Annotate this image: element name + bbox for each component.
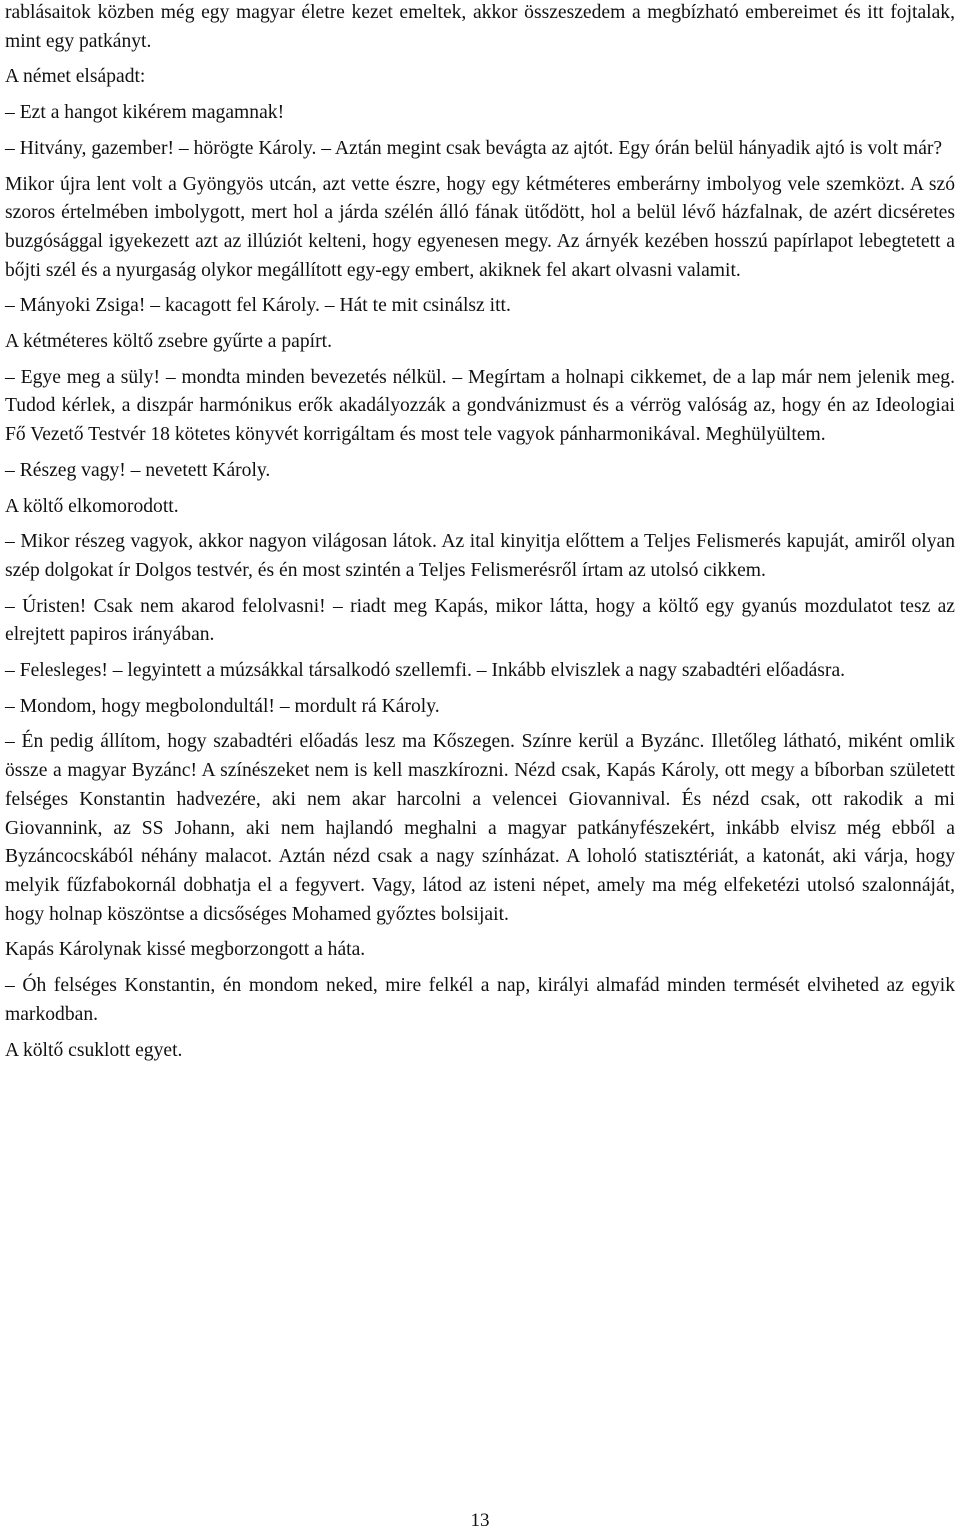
paragraph: A német elsápadt:	[5, 66, 146, 88]
paragraph: A költő csuklott egyet.	[5, 1039, 183, 1061]
paragraph: A költő elkomorodott.	[5, 495, 179, 517]
paragraph: – Úristen! Csak nem akarod felolvasni! – riadt meg Kapás, mikor látta, hogy a költő egy gyanús mozdulatot tesz az elrejtett papiros irányában.	[5, 595, 955, 646]
paragraph: A kétméteres költő zsebre gyűrte a papírt.	[5, 331, 332, 353]
paragraph: – Mikor részeg vagyok, akkor nagyon világosan látok. Az ital kinyitja előttem a Teljes Felismerés kapuját, amiről olyan szép dolgokat ír Dolgos testvér, és én most szintén a Teljes Felismerésről írtam az utolsó cikkem.	[5, 531, 955, 581]
paragraph: – Hitvány, gazember! – hörögte Károly. – Aztán megint csak bevágta az ajtót. Egy órán belül hányadik ajtó is volt már?	[5, 137, 943, 159]
paragraph: – Mányoki Zsiga! – kacagott fel Károly. – Hát te mit csinálsz itt.	[5, 295, 511, 317]
paragraph: – Részeg vagy! – nevetett Károly.	[5, 459, 271, 481]
paragraph: – Óh felséges Konstantin, én mondom neked, mire felkél a nap, királyi almafád minden termését elviheted az egyik markodban.	[5, 975, 955, 1025]
paragraph: – Egye meg a süly! – mondta minden bevezetés nélkül. – Megírtam a holnapi cikkemet, de a lap már nem jelenik meg. Tudod kérlek, a diszpár harmónikus erők akadályozzák a gondvánizmust és a vérrög valóság az, hogy én az Ideologiai Fő Vezető Testvér 18 kötetes könyvét korrigáltam és most tele vagyok pánharmonikával. Meghülyültem.	[5, 366, 955, 446]
paragraph: – Felesleges! – legyintett a múzsákkal társalkodó szellemfi. – Inkább elviszlek a nagy szabadtéri előadásra.	[5, 660, 846, 682]
paragraph: – Mondom, hogy megbolondultál! – mordult rá Károly.	[5, 695, 440, 717]
paragraph: – Ezt a hangot kikérem magamnak!	[5, 102, 285, 124]
paragraph: – Én pedig állítom, hogy szabadtéri előadás lesz ma Kőszegen. Színre kerül a Byzánc. Illetőleg látható, miként omlik össze a magyar Byzánc! A színészeket nem is kell maszkírozni. Nézd csak, Kapás Károly, ott megy a bíborban született felséges Konstantin hadvezére, aki nem akar harcolni a velencei Giovannival. És nézd csak, ott rakodik a mi Giovannink, az SS Johann, aki nem hajlandó meghalni a magyar patkányfészekért, inkább elvisz még ebből a Byzáncocskából néhány malacot. Aztán nézd csak a nagy színházat. A loholó statisztériát, a katonát, aki várja, hogy melyik fűzfabokornál dobhatja el a fegyvert. Vagy, látod az isteni népet, amely ma még elfeketézi utolsó szalonnáját, hogy holnap köszöntse a dicsőséges Mohamed győztes bolsijait.	[5, 731, 955, 925]
paragraph: rablásaitok közben még egy magyar életre kezet emeltek, akkor összeszedem a megbízható embereimet és itt fojtalak, mint egy patkányt.	[5, 2, 955, 52]
paragraph: Kapás Károlynak kissé megborzongott a háta.	[5, 939, 366, 961]
paragraph: Mikor újra lent volt a Gyöngyös utcán, azt vette észre, hogy egy kétméteres emberárny imbolyog vele szemközt. A szó szoros értelmében imbolygott, mert hol a járda szélén álló fának ütődött, hol a belül lévő házfalnak, de azért dicséretes buzgósággal igyekezett azt az illúziót kelteni, hogy egyenesen megy. Az árnyék kezében hosszú papírlapot lebegtetett a bőjti szél és a nyurgaság olykor megállított egy-egy embert, akiknek fel akart olvasni valamit.	[5, 173, 955, 281]
page-number: 13	[470, 1510, 490, 1531]
document-page	[5, 0, 955, 1072]
